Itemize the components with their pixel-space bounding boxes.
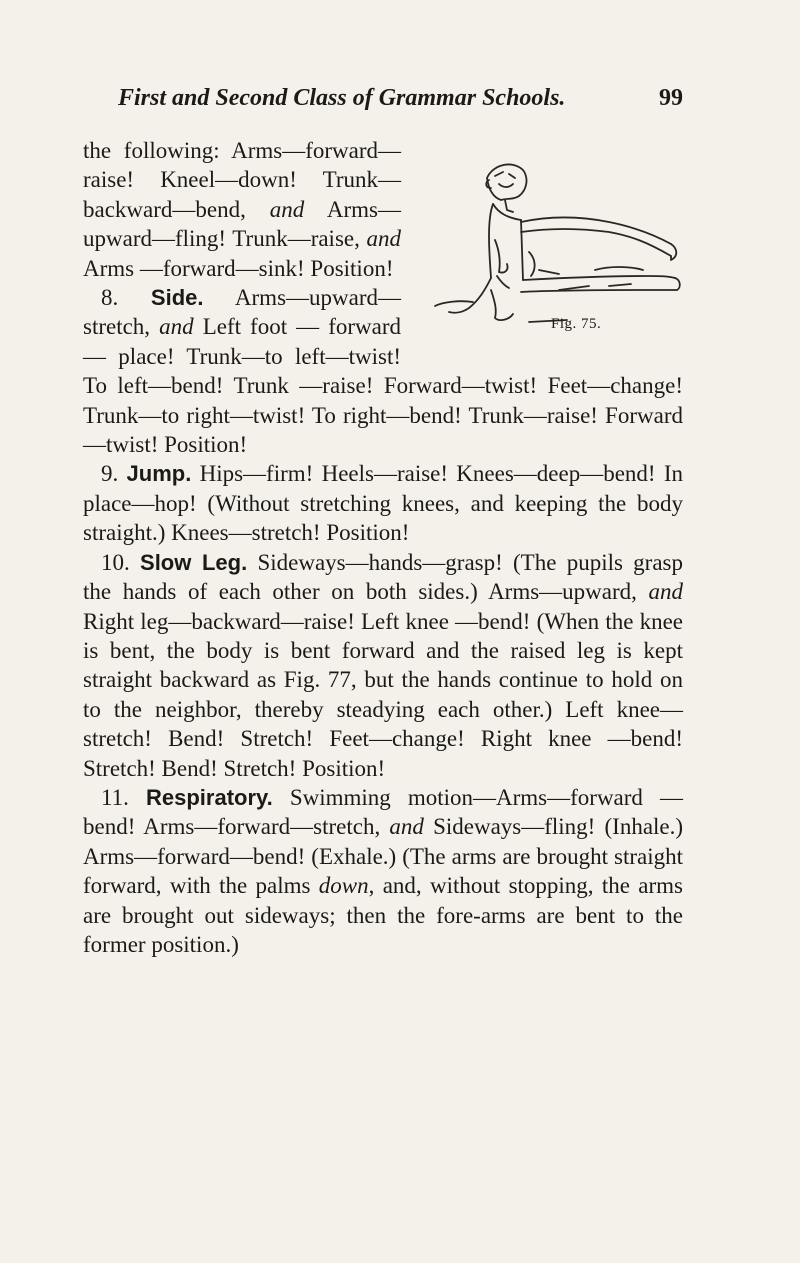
p9-heading: Jump. xyxy=(126,461,192,487)
p11-down: down xyxy=(318,873,369,899)
p1-text-a: the following: Arms—forward—raise! Kneel—down! Trunk—backward—bend, xyxy=(83,138,401,222)
p10-heading: Slow Leg. xyxy=(140,549,248,575)
p11-text-a: Swimming motion—Arms—forward —bend! Arms—forward—stretch, xyxy=(83,784,683,840)
p11-heading: Respiratory. xyxy=(145,784,273,810)
page-number: 99 xyxy=(659,85,683,111)
p11-and: and xyxy=(389,814,424,840)
p9-number: 9. xyxy=(101,461,119,487)
p8-and: and xyxy=(159,314,194,340)
p10-and: and xyxy=(648,579,683,605)
p1-and-1: and xyxy=(269,196,305,222)
p1-text-c: Arms —forward—sink! Position! xyxy=(83,255,394,281)
p1-text-b: Arms—upward—fling! Trunk—raise, xyxy=(83,196,401,252)
figure-75 xyxy=(409,140,687,340)
paragraph-10-slow-leg xyxy=(83,548,683,783)
p8-text-b: Left foot — forward — place! Trunk—to left—twist! To left—bend! Trunk —raise! Forward—twist! Feet—change! Trunk—to right—twist! To right—bend! Trunk—raise! Forward—twist! Position! xyxy=(83,314,683,458)
p8-heading: Side. xyxy=(150,285,204,311)
paragraph-9-jump xyxy=(83,459,683,547)
p1-and-2: and xyxy=(366,226,402,252)
p10-text-a: Sideways—hands—grasp! (The pupils grasp the hands of each other on both sides.) Arms—upward, xyxy=(83,549,684,605)
p9-text: Hips—firm! Heels—raise! Knees—deep—bend! In place—hop! (Without stretching knees, and keeping the body straight.) Knees—stretch! Position! xyxy=(83,461,684,546)
running-title: First and Second Class of Grammar Schools. xyxy=(118,85,566,111)
p11-text-b: Sideways—fling! (Inhale.) Arms—forward—bend! (Exhale.) (The arms are brought straight forward, with the palms xyxy=(83,814,684,899)
paragraph-11-respiratory xyxy=(83,783,683,959)
figure-caption: Fig. 75. xyxy=(551,316,602,332)
p8-number: 8. xyxy=(101,285,119,311)
p8-text-a: Arms—upward—stretch, xyxy=(83,285,401,340)
p11-number: 11. xyxy=(101,784,129,810)
figure-75-illustration xyxy=(409,140,687,340)
p11-text-c: , and, without stopping, the arms are brought out sideways; then the fore-arms are bent to the former position.) xyxy=(83,873,684,957)
page-body xyxy=(83,136,683,959)
page-header xyxy=(118,80,683,116)
p10-number: 10. xyxy=(101,549,130,575)
p10-text-b: Right leg—backward—raise! Left knee —bend! (When the knee is bent, the body is bent forward and the raised leg is kept straight backward as Fig. 77, but the hands continue to hold on to the neighbor, thereby steadying each other.) Left knee—stretch! Bend! Stretch! Feet—change! Right knee —bend! Stretch! Bend! Stretch! Position! xyxy=(83,608,683,781)
